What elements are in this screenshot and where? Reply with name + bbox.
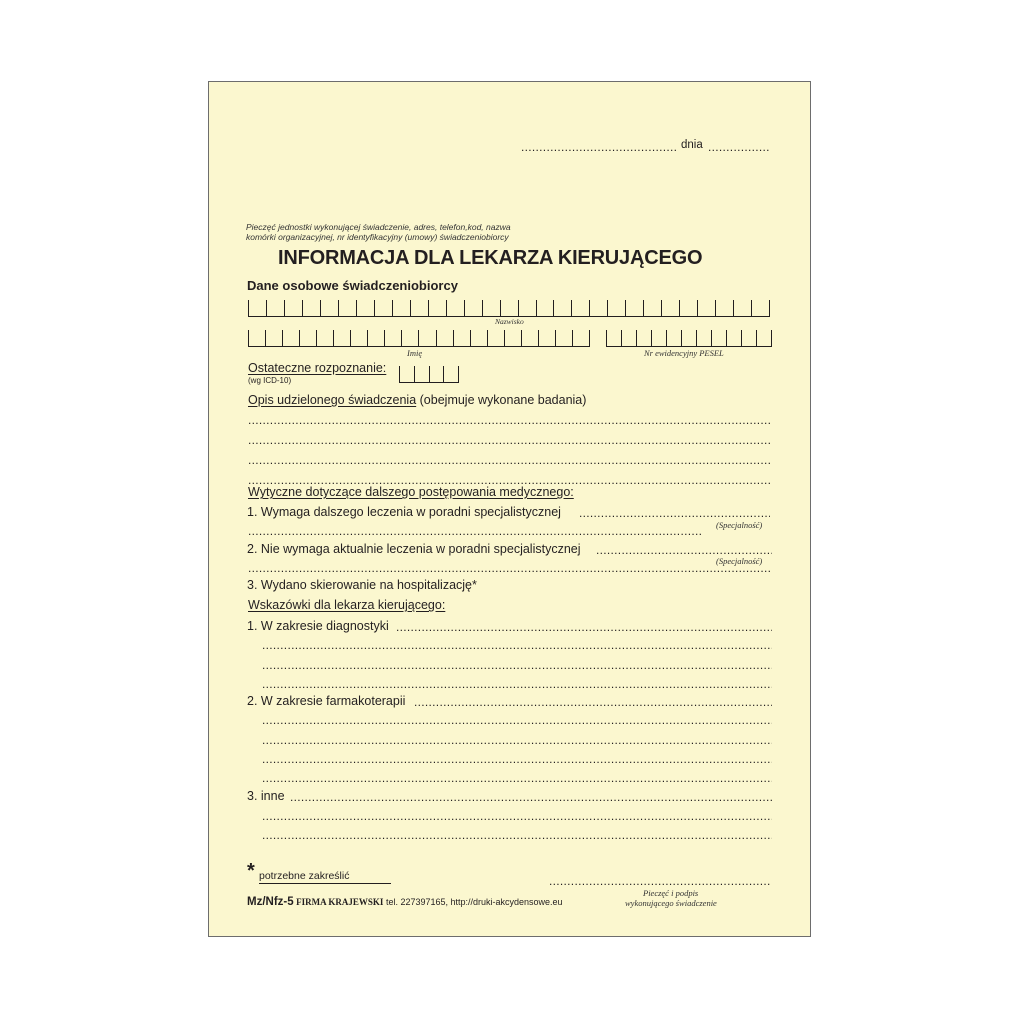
- hint-item-1-line4[interactable]: [262, 677, 772, 691]
- pesel-digit-box[interactable]: [696, 330, 711, 346]
- hint-item-1-line3[interactable]: [262, 658, 772, 672]
- surname-char-box[interactable]: [428, 300, 446, 316]
- pesel-digit-box[interactable]: [606, 330, 621, 346]
- specialty-label-1: (Specjalność): [716, 520, 763, 530]
- service-line-3[interactable]: [248, 453, 770, 467]
- service-line-1[interactable]: [248, 413, 770, 427]
- pesel-digit-box[interactable]: [756, 330, 772, 346]
- surname-char-box[interactable]: [392, 300, 410, 316]
- pesel-digit-box[interactable]: [666, 330, 681, 346]
- name-char-box[interactable]: [504, 330, 521, 346]
- personal-data-heading: Dane osobowe świadczeniobiorcy: [247, 278, 458, 293]
- hint-item-2: 2. W zakresie farmakoterapii: [247, 694, 406, 708]
- surname-boxes[interactable]: [248, 300, 770, 317]
- surname-char-box[interactable]: [464, 300, 482, 316]
- name-char-box[interactable]: [282, 330, 299, 346]
- guideline-item-2-line2[interactable]: [248, 561, 770, 575]
- surname-char-box[interactable]: [571, 300, 589, 316]
- surname-char-box[interactable]: [302, 300, 320, 316]
- name-char-box[interactable]: [333, 330, 350, 346]
- surname-char-box[interactable]: [607, 300, 625, 316]
- surname-char-box[interactable]: [751, 300, 770, 316]
- stamp-note-line1: Pieczęć jednostki wykonującej świadczenie, adres, telefon,kod, nazwa: [246, 222, 511, 232]
- icd10-char-box[interactable]: [414, 366, 429, 382]
- diagnosis-label: Ostateczne rozpoznanie:: [248, 361, 387, 375]
- name-char-box[interactable]: [436, 330, 453, 346]
- name-char-box[interactable]: [521, 330, 538, 346]
- name-char-box[interactable]: [453, 330, 470, 346]
- hint-item-1-line2[interactable]: [262, 638, 772, 652]
- hint-item-3-line[interactable]: [290, 790, 772, 804]
- footnote-asterisk: *: [247, 860, 255, 882]
- pesel-digit-box[interactable]: [681, 330, 696, 346]
- hint-item-2-line[interactable]: [414, 695, 772, 709]
- name-char-box[interactable]: [316, 330, 333, 346]
- service-label-rest: (obejmuje wykonane badania): [416, 393, 587, 407]
- footer-imprint: [247, 896, 563, 908]
- hint-item-2-line3[interactable]: [262, 733, 772, 747]
- surname-char-box[interactable]: [679, 300, 697, 316]
- name-char-box[interactable]: [418, 330, 435, 346]
- signature-label-1: Pieczęć i podpis: [643, 888, 699, 898]
- signature-line[interactable]: [549, 874, 770, 888]
- guideline-item-2-line[interactable]: [596, 543, 772, 557]
- hint-item-1-line[interactable]: [396, 620, 772, 634]
- icd10-boxes[interactable]: [399, 366, 459, 383]
- surname-char-box[interactable]: [553, 300, 571, 316]
- hint-item-3-line2[interactable]: [262, 809, 772, 823]
- surname-char-box[interactable]: [266, 300, 284, 316]
- surname-char-box[interactable]: [482, 300, 500, 316]
- surname-char-box[interactable]: [410, 300, 428, 316]
- hint-item-2-line5[interactable]: [262, 771, 772, 785]
- surname-char-box[interactable]: [518, 300, 536, 316]
- surname-char-box[interactable]: [446, 300, 464, 316]
- guideline-item-1-line[interactable]: [579, 506, 770, 520]
- signature-label-2: wykonującego świadczenie: [625, 898, 717, 908]
- firm-contact: tel. 227397165, http://druki-akcydensowe.eu: [385, 897, 563, 907]
- surname-char-box[interactable]: [500, 300, 518, 316]
- service-label-underlined: Opis udzielonego świadczenia: [248, 393, 417, 407]
- name-char-box[interactable]: [487, 330, 504, 346]
- hint-item-1: 1. W zakresie diagnostyki: [247, 619, 389, 633]
- guideline-item-2: 2. Nie wymaga aktualnie leczenia w poradni specjalistycznej: [247, 542, 581, 556]
- name-char-box[interactable]: [470, 330, 487, 346]
- pesel-digit-box[interactable]: [711, 330, 726, 346]
- name-char-box[interactable]: [248, 330, 265, 346]
- name-char-box[interactable]: [572, 330, 590, 346]
- icd10-char-box[interactable]: [429, 366, 444, 382]
- surname-char-box[interactable]: [643, 300, 661, 316]
- pesel-digit-box[interactable]: [636, 330, 651, 346]
- guidelines-heading: Wytyczne dotyczące dalszego postępowania medycznego:: [248, 485, 574, 499]
- pesel-digit-box[interactable]: [726, 330, 741, 346]
- pesel-digit-box[interactable]: [621, 330, 636, 346]
- surname-label: Nazwisko: [495, 317, 524, 326]
- name-boxes[interactable]: [248, 330, 590, 347]
- service-description-label: [248, 393, 586, 407]
- surname-char-box[interactable]: [536, 300, 554, 316]
- name-label: Imię: [407, 348, 423, 358]
- icd10-char-box[interactable]: [399, 366, 414, 382]
- name-char-box[interactable]: [367, 330, 384, 346]
- name-char-box[interactable]: [384, 330, 401, 346]
- date-value-line: [708, 140, 770, 154]
- hint-item-2-line2[interactable]: [262, 713, 772, 727]
- diagnosis-sublabel: (wg ICD-10): [248, 376, 292, 385]
- hints-heading: Wskazówki dla lekarza kierującego:: [248, 598, 446, 612]
- name-char-box[interactable]: [555, 330, 572, 346]
- name-char-box[interactable]: [401, 330, 418, 346]
- date-suffix: dnia: [681, 139, 703, 151]
- surname-char-box[interactable]: [715, 300, 733, 316]
- name-char-box[interactable]: [265, 330, 282, 346]
- guideline-item-1-line2[interactable]: [248, 524, 703, 538]
- name-char-box[interactable]: [350, 330, 367, 346]
- pesel-digit-box[interactable]: [651, 330, 666, 346]
- date-dotted-line: [521, 140, 677, 154]
- surname-char-box[interactable]: [661, 300, 679, 316]
- surname-char-box[interactable]: [248, 300, 266, 316]
- surname-char-box[interactable]: [589, 300, 607, 316]
- pesel-boxes[interactable]: [606, 330, 772, 347]
- surname-char-box[interactable]: [320, 300, 338, 316]
- surname-char-box[interactable]: [697, 300, 715, 316]
- guideline-item-3: 3. Wydano skierowanie na hospitalizację*: [247, 578, 477, 592]
- surname-char-box[interactable]: [338, 300, 356, 316]
- guideline-item-1: 1. Wymaga dalszego leczenia w poradni specjalistycznej: [247, 505, 561, 519]
- specialty-label-2: (Specjalność): [716, 556, 763, 566]
- stamp-note-line2: komórki organizacyjnej, nr identyfikacyjny (umowy) świadczeniobiorcy: [246, 232, 509, 242]
- surname-char-box[interactable]: [625, 300, 643, 316]
- hint-item-2-line4[interactable]: [262, 752, 772, 766]
- name-char-box[interactable]: [538, 330, 555, 346]
- pesel-digit-box[interactable]: [741, 330, 756, 346]
- surname-char-box[interactable]: [374, 300, 392, 316]
- footnote-text: potrzebne zakreślić: [259, 870, 391, 884]
- firm-name: FIRMA KRAJEWSKI: [296, 897, 384, 907]
- icd10-char-box[interactable]: [443, 366, 459, 382]
- surname-char-box[interactable]: [733, 300, 751, 316]
- hint-item-3-line3[interactable]: [262, 828, 772, 842]
- name-char-box[interactable]: [299, 330, 316, 346]
- page-title: INFORMACJA DLA LEKARZA KIERUJĄCEGO: [278, 247, 703, 269]
- service-line-2[interactable]: [248, 433, 770, 447]
- form-code: Mz/Nfz-5: [247, 896, 294, 908]
- surname-char-box[interactable]: [356, 300, 374, 316]
- hint-item-3: 3. inne: [247, 789, 285, 803]
- pesel-label: Nr ewidencyjny PESEL: [644, 348, 724, 358]
- surname-char-box[interactable]: [284, 300, 302, 316]
